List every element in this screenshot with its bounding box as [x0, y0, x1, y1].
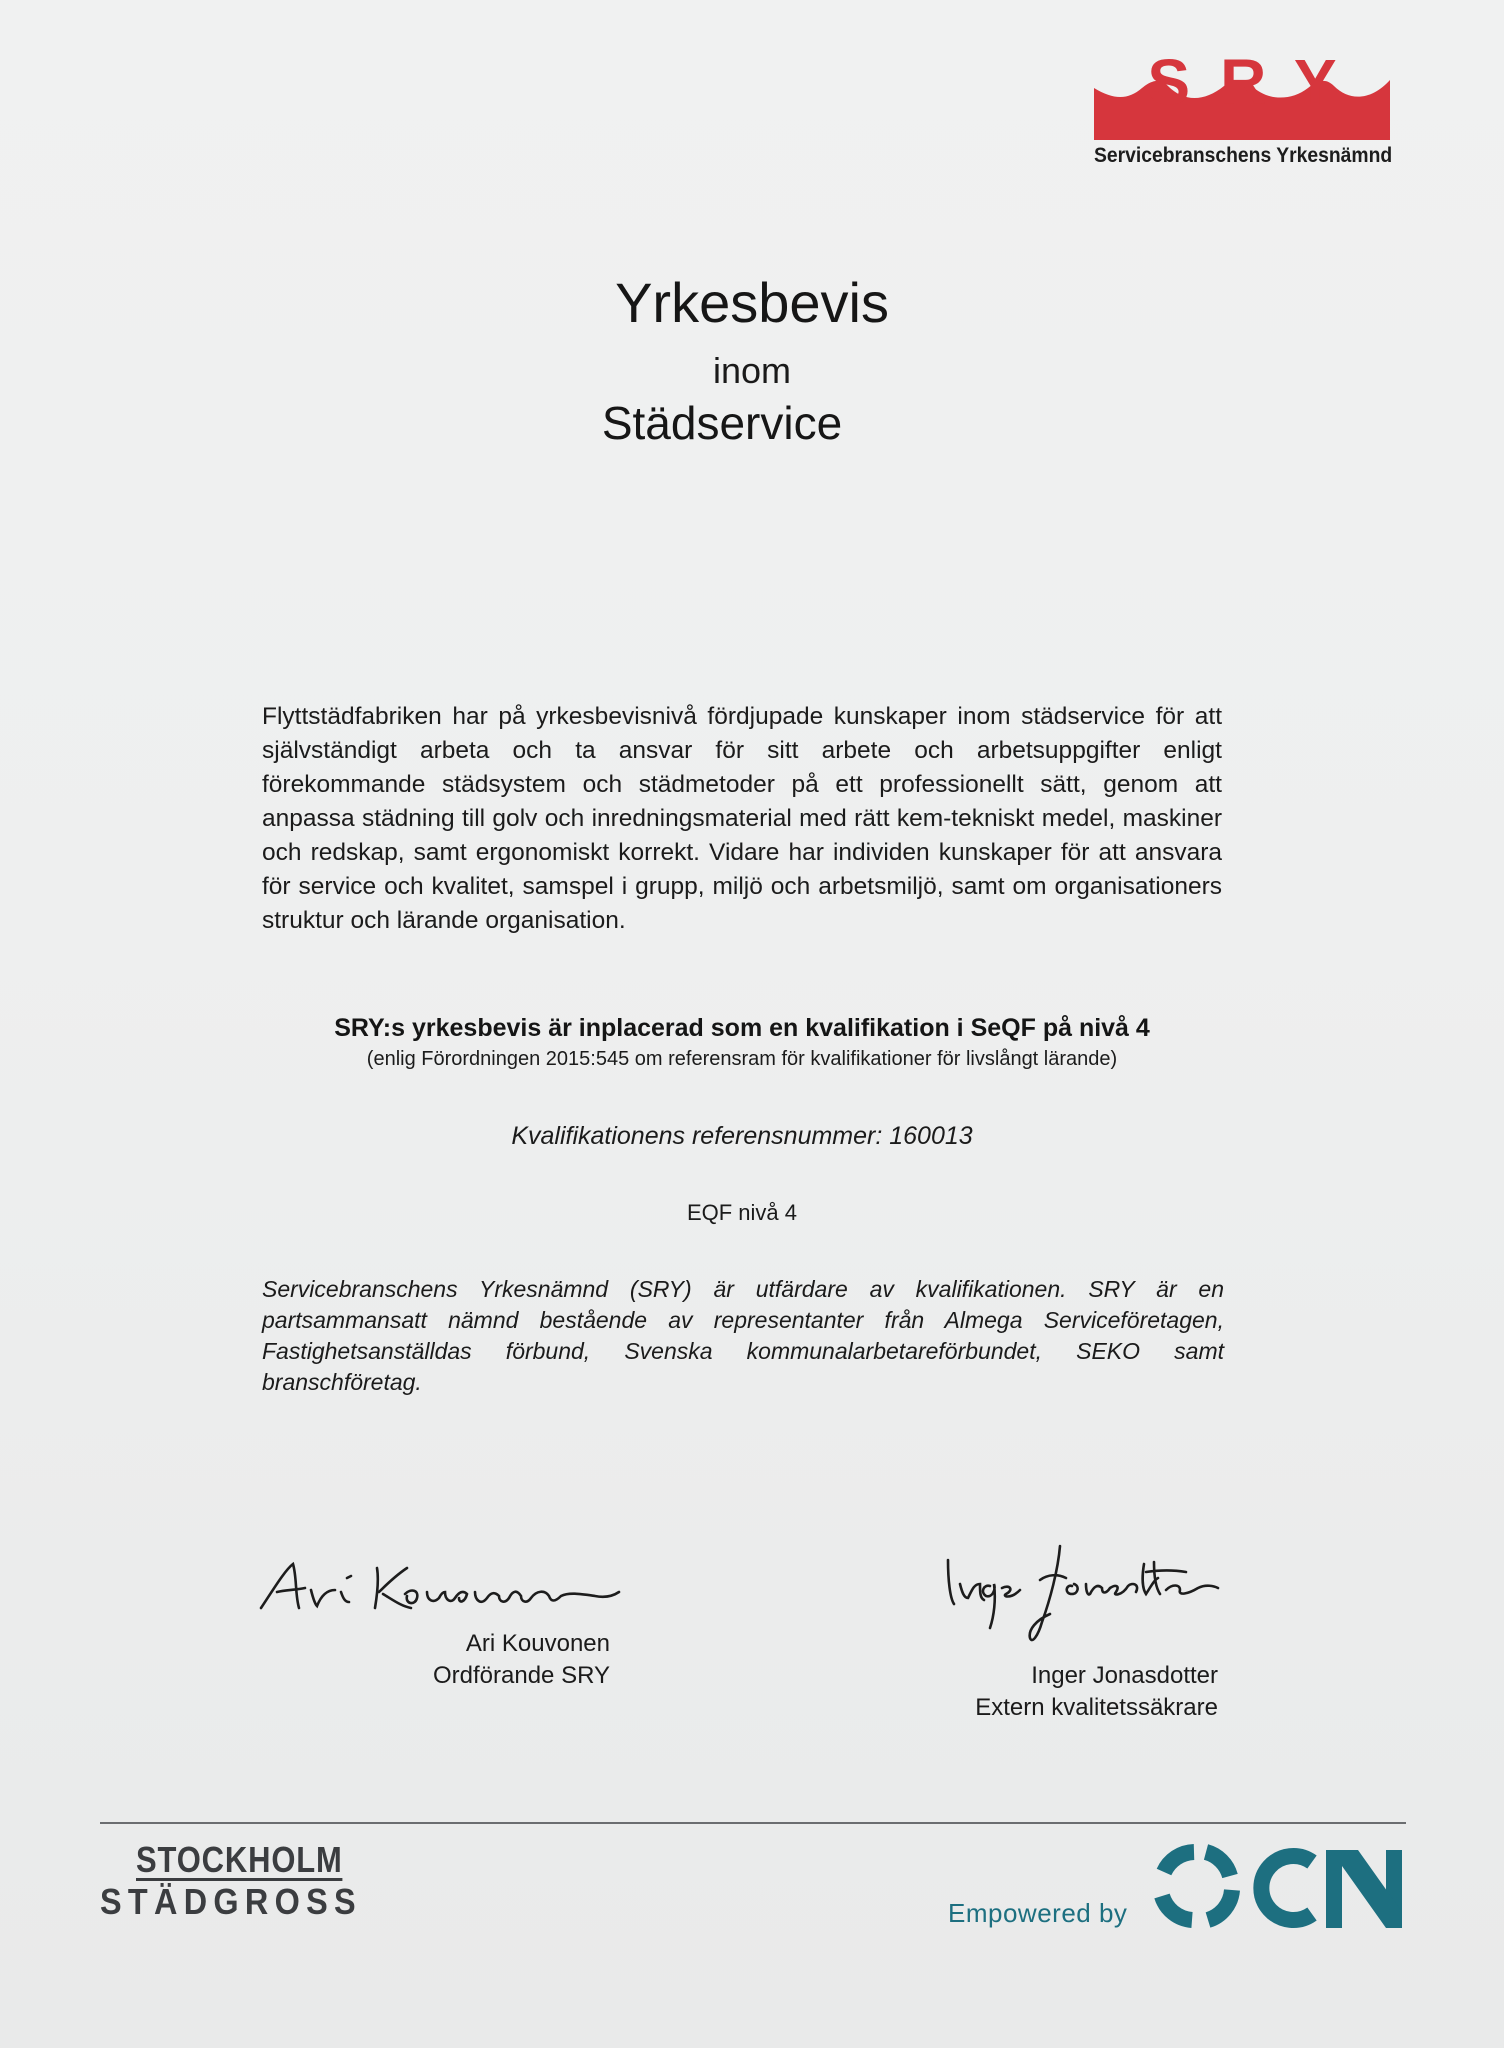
- ocn-logo: [1150, 1842, 1406, 1932]
- issuer-statement: Servicebranschens Yrkesnämnd (SRY) är utfärdare av kvalifikationen. SRY är en partsammansatt nämnd bestående av representanter från Almega Serviceföretagen, Fastighetsanställdas förbund, Svenska kommunalarbetareförbundet, SEKO samt branschföretag.: [262, 1276, 1224, 1395]
- signer-role: Ordförande SRY: [433, 1662, 610, 1689]
- sry-letters: SRY: [1147, 46, 1367, 118]
- signature-inger-jonasdotter: [940, 1540, 1220, 1660]
- signer-ari: [300, 1628, 610, 1692]
- signer-inger: [880, 1660, 1218, 1724]
- reference-number: Kvalifikationens referensnummer: 160013: [511, 1122, 973, 1150]
- stockholm-stadgross-logo: [100, 1840, 380, 1920]
- eqf-level: EQF nivå 4: [686, 1200, 798, 1225]
- signer-role: Extern kvalitetssäkrare: [975, 1694, 1218, 1721]
- sry-logo: [1094, 46, 1393, 175]
- signer-name: Inger Jonasdotter: [1031, 1662, 1218, 1689]
- certificate-subtitle: inom: [712, 350, 792, 391]
- empowered-by-text: Empowered by: [948, 1898, 1128, 1928]
- stadgross-text: STÄDGROSS: [100, 1881, 362, 1922]
- stockholm-text: STOCKHOLM: [136, 1839, 343, 1880]
- seqf-statement: SRY:s yrkesbevis är inplacerad som en kvalifikation i SeQF på nivå 4: [334, 1014, 1150, 1042]
- certificate-description: Flyttstädfabriken har på yrkesbevisnivå fördjupade kunskaper inom städservice för att självständigt arbeta och ta ansvar för sitt arbete och arbetsuppgifter enligt förekommande städsystem och städmetoder på ett professionellt sätt, genom att anpassa städning till golv och inredningsmaterial med rätt kem-tekniskt medel, maskiner och redskap, samt ergonomiskt korrekt. Vidare har individen kunskaper för att ansvara för service och kvalitet, samspel i grupp, miljö och arbetsmiljö, samt om organisationers struktur och lärande organisation.: [262, 703, 1222, 934]
- certificate-title: Yrkesbevis: [615, 271, 889, 334]
- signer-name: Ari Kouvonen: [465, 1630, 610, 1657]
- sry-full-name: Servicebranschens Yrkesnämnd: [1094, 144, 1393, 167]
- signature-ari-kouvonen: [255, 1550, 625, 1620]
- certificate-field: Städservice: [601, 397, 843, 449]
- seqf-note: (enlig Förordningen 2015:545 om referensram för kvalifikationer för livslångt lärande): [366, 1048, 1118, 1070]
- footer-divider: [100, 1822, 1406, 1824]
